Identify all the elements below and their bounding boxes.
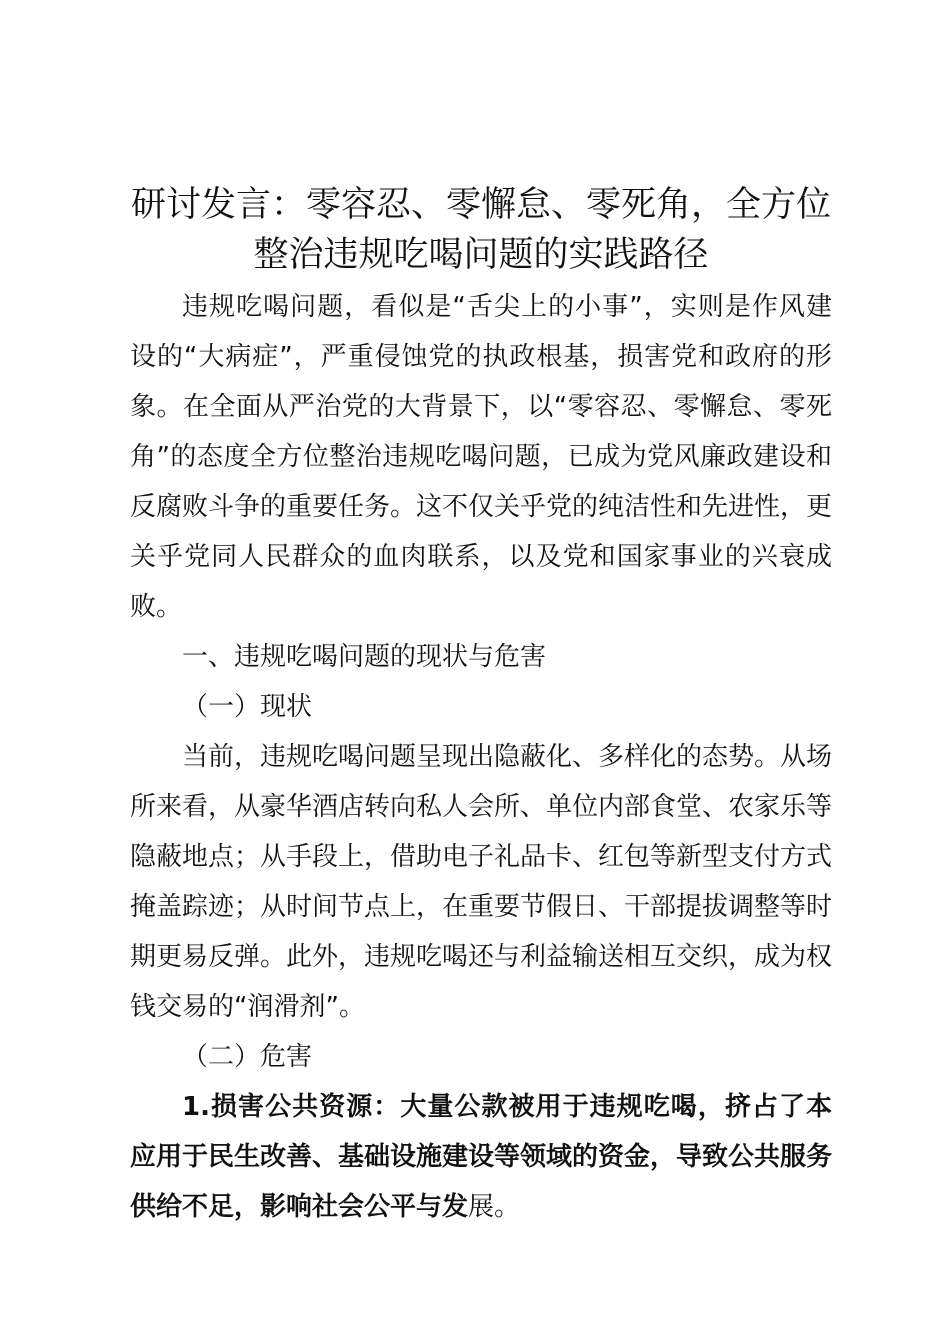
intro-paragraph: 违规吃喝问题，看似是“舌尖上的小事”，实则是作风建设的“大病症”，严重侵蚀党的执政根基，损害党和政府的形象。在全面从严治党的大背景下，以“零容忍、零懈怠、零死角”的态度全方位整治违规吃喝问题，已成为党风廉政建设和反腐败斗争的重要任务。这不仅关乎党的纯洁性和先进性，更关乎党同人民群众的血肉联系，以及党和国家事业的兴衰成败。 bbox=[130, 292, 833, 622]
document-page bbox=[130, 180, 832, 1232]
section-heading-1: 一、违规吃喝问题的现状与危害 bbox=[182, 642, 547, 672]
document-title bbox=[130, 180, 832, 280]
harm-item-1-bold: 1.损害公共资源：大量公款被用于违规吃喝，挤占了本应用于民生改善、基础设施建设等领域的资金，导致公共服务供给不足，影响社会公平与发 bbox=[130, 1092, 833, 1222]
subheading-harm: （二）危害 bbox=[182, 1042, 313, 1072]
title-line-2: 整治违规吃喝问题的实践路径 bbox=[253, 235, 709, 275]
harm-item-1-tail: 展。 bbox=[468, 1192, 521, 1222]
status-paragraph: 当前，违规吃喝问题呈现出隐蔽化、多样化的态势。从场所来看，从豪华酒店转向私人会所、单位内部食堂、农家乐等隐蔽地点；从手段上，借助电子礼品卡、红包等新型支付方式掩盖踪迹；从时间节点上，在重要节假日、干部提拔调整等时期更易反弹。此外，违规吃喝还与利益输送相互交织，成为权钱交易的“润滑剂”。 bbox=[130, 742, 833, 1022]
subheading-status: （一）现状 bbox=[182, 692, 313, 722]
harm-item-1 bbox=[130, 1082, 832, 1232]
title-line-1: 研讨发言：零容忍、零懈怠、零死角，全方位 bbox=[130, 185, 831, 225]
